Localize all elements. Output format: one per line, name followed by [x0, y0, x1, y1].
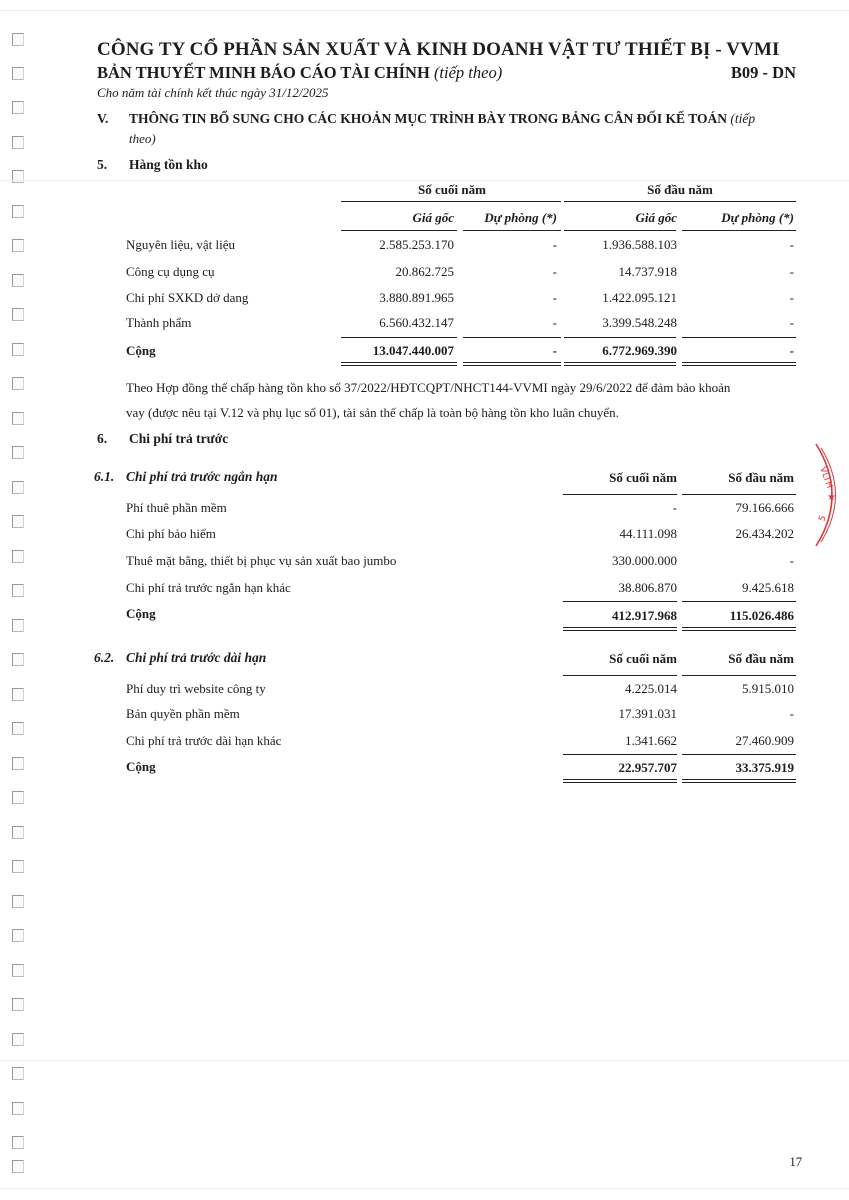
- binder-hole-icon: [12, 619, 24, 632]
- svg-text:VLTH: VLTH: [817, 465, 835, 490]
- svg-text:5: 5: [817, 514, 829, 524]
- total-value: -: [789, 343, 794, 358]
- cell-value: 330.000.000: [612, 553, 677, 568]
- binder-hole-icon: [12, 998, 24, 1011]
- cell-value: -: [552, 315, 557, 330]
- binder-hole-icon: [12, 412, 24, 425]
- binder-hole-icon: [12, 377, 24, 390]
- cell-value: 4.225.014: [625, 681, 677, 696]
- report-period: Cho năm tài chính kết thúc ngày 31/12/2025: [97, 85, 329, 100]
- row-label: Thành phẩm: [126, 315, 192, 330]
- rule: [682, 675, 796, 676]
- rule: [682, 494, 796, 495]
- cell-value: 14.737.918: [618, 264, 677, 279]
- total-value: 6.772.969.390: [602, 343, 677, 358]
- total-value: -: [552, 343, 557, 358]
- scan-line: [0, 10, 849, 11]
- collateral-note: Theo Hợp đồng thế chấp hàng tồn kho số 37/2022/HĐTCQPT/NHCT144-VVMI ngày 29/6/2022 để đảm bảo khoản: [126, 380, 731, 395]
- cell-value: 27.460.909: [735, 733, 794, 748]
- scan-line: [0, 180, 849, 181]
- binder-hole-icon: [12, 791, 24, 804]
- rule: [682, 337, 796, 338]
- column-header: Dự phòng (*): [484, 210, 557, 225]
- scan-line: [0, 1188, 849, 1189]
- total-label: Cộng: [126, 606, 156, 621]
- column-header: Số cuối năm: [609, 470, 677, 485]
- rule: [463, 230, 561, 231]
- column-header: Số cuối năm: [609, 651, 677, 666]
- binder-hole-icon: [12, 308, 24, 321]
- binder-hole-icon: [12, 1136, 24, 1149]
- column-header: Dự phòng (*): [721, 210, 794, 225]
- report-title-text: BẢN THUYẾT MINH BÁO CÁO TÀI CHÍNH: [97, 63, 430, 82]
- column-header: Giá gốc: [635, 210, 677, 225]
- subsection-number: 5.: [97, 157, 108, 172]
- cell-value: 20.862.725: [395, 264, 454, 279]
- row-label: Nguyên liệu, vật liệu: [126, 237, 236, 252]
- sub-subsection-title: Chi phí trả trước dài hạn: [126, 650, 267, 665]
- total-value: 22.957.707: [618, 760, 677, 775]
- page-number: 17: [789, 1155, 802, 1169]
- rule: [341, 230, 457, 231]
- cell-value: 38.806.870: [618, 580, 677, 595]
- cell-value: -: [552, 290, 557, 305]
- binder-hole-icon: [12, 860, 24, 873]
- row-label: Chi phí trả trước ngắn hạn khác: [126, 580, 291, 595]
- total-value: 115.026.486: [729, 608, 794, 623]
- company-name: CÔNG TY CỔ PHẦN SẢN XUẤT VÀ KINH DOANH VẬT TƯ THIẾT BỊ - VVMI: [97, 39, 780, 60]
- cell-value: -: [552, 264, 557, 279]
- cell-value: -: [789, 237, 794, 252]
- total-value: 412.917.968: [612, 608, 677, 623]
- report-title: [97, 63, 502, 83]
- row-label: Bản quyền phần mềm: [126, 706, 240, 721]
- double-rule: [563, 627, 677, 631]
- binder-hole-icon: [12, 722, 24, 735]
- row-label: Thuê mặt bằng, thiết bị phục vụ sản xuất bao jumbo: [126, 553, 397, 568]
- column-header: Số đầu năm: [728, 651, 794, 666]
- cell-value: 1.936.588.103: [602, 237, 677, 252]
- section-title-suffix-cont: theo): [129, 131, 156, 146]
- cell-value: -: [789, 706, 794, 721]
- cell-value: -: [789, 553, 794, 568]
- cell-value: 17.391.031: [618, 706, 677, 721]
- binder-hole-icon: [12, 653, 24, 666]
- total-label: Cộng: [126, 759, 156, 774]
- rule: [564, 201, 796, 202]
- binder-hole-icon: [12, 205, 24, 218]
- column-header: Số đầu năm: [728, 470, 794, 485]
- report-title-suffix: (tiếp theo): [433, 63, 503, 82]
- rule: [682, 601, 796, 602]
- rule: [564, 337, 676, 338]
- cell-value: 1.341.662: [625, 733, 677, 748]
- cell-value: -: [552, 237, 557, 252]
- sub-subsection-number: 6.2.: [94, 650, 115, 665]
- total-value: 33.375.919: [735, 760, 794, 775]
- cell-value: 3.399.548.248: [602, 315, 677, 330]
- binder-hole-icon: [12, 826, 24, 839]
- rule: [564, 230, 676, 231]
- cell-value: 5.915.010: [742, 681, 794, 696]
- column-group-header: Số đầu năm: [647, 182, 713, 197]
- subsection-number: 6.: [97, 431, 108, 446]
- cell-value: 26.434.202: [735, 526, 794, 541]
- cell-value: -: [789, 290, 794, 305]
- binder-hole-icon: [12, 170, 24, 183]
- cell-value: -: [789, 315, 794, 330]
- binder-hole-icon: [12, 688, 24, 701]
- binder-hole-icon: [12, 964, 24, 977]
- binder-hole-icon: [12, 895, 24, 908]
- double-rule: [341, 362, 457, 366]
- cell-value: 6.560.432.147: [379, 315, 454, 330]
- scan-line: [0, 1060, 849, 1061]
- cell-value: 79.166.666: [735, 500, 794, 515]
- total-value: 13.047.440.007: [372, 343, 454, 358]
- subsection-title: Hàng tồn kho: [129, 157, 208, 172]
- column-group-header: Số cuối năm: [418, 182, 486, 197]
- rule: [341, 337, 457, 338]
- row-label: Phí duy trì website công ty: [126, 681, 266, 696]
- form-code: B09 - DN: [730, 63, 796, 82]
- rule: [341, 201, 561, 202]
- binder-hole-icon: [12, 481, 24, 494]
- double-rule: [682, 627, 796, 631]
- double-rule: [563, 779, 677, 783]
- section-title-text: THÔNG TIN BỔ SUNG CHO CÁC KHOẢN MỤC TRÌNH BÀY TRONG BẢNG CÂN ĐỐI KẾ TOÁN: [129, 111, 727, 126]
- svg-text:★: ★: [827, 492, 836, 503]
- binder-hole-icon: [12, 1067, 24, 1080]
- binder-hole-icon: [12, 67, 24, 80]
- sub-subsection-title: Chi phí trả trước ngắn hạn: [126, 469, 278, 484]
- section-title-suffix: (tiếp: [730, 111, 756, 126]
- rule: [563, 601, 677, 602]
- section-title: [129, 111, 755, 127]
- cell-value: 1.422.095.121: [602, 290, 677, 305]
- cell-value: 9.425.618: [742, 580, 794, 595]
- cell-value: -: [789, 264, 794, 279]
- binder-hole-icon: [12, 757, 24, 770]
- rule: [563, 675, 677, 676]
- rule: [682, 754, 796, 755]
- binder-hole-icon: [12, 1033, 24, 1046]
- row-label: Chi phí trả trước dài hạn khác: [126, 733, 282, 748]
- sub-subsection-number: 6.1.: [94, 469, 115, 484]
- double-rule: [682, 362, 796, 366]
- binder-hole-icon: [12, 584, 24, 597]
- row-label: Phí thuê phần mềm: [126, 500, 227, 515]
- subsection-title: Chi phí trả trước: [129, 431, 229, 446]
- binder-hole-icon: [12, 136, 24, 149]
- binder-hole-icon: [12, 446, 24, 459]
- binder-hole-icon: [12, 515, 24, 528]
- column-header: Giá gốc: [412, 210, 454, 225]
- binder-hole-icon: [12, 550, 24, 563]
- binder-hole-icon: [12, 1102, 24, 1115]
- cell-value: 2.585.253.170: [379, 237, 454, 252]
- double-rule: [682, 779, 796, 783]
- cell-value: -: [672, 500, 677, 515]
- rule: [682, 230, 796, 231]
- double-rule: [463, 362, 561, 366]
- double-rule: [564, 362, 676, 366]
- binder-hole-icon: [12, 929, 24, 942]
- row-label: Công cụ dụng cụ: [126, 264, 215, 279]
- company-stamp-icon: [812, 440, 849, 550]
- binder-hole-icon: [12, 101, 24, 114]
- rule: [563, 494, 677, 495]
- rule: [563, 754, 677, 755]
- cell-value: 44.111.098: [619, 526, 677, 541]
- rule: [463, 337, 561, 338]
- binder-hole-icon: [12, 274, 24, 287]
- binder-hole-icon: [12, 33, 24, 46]
- row-label: Chi phí SXKD dở dang: [126, 290, 249, 305]
- binder-hole-icon: [12, 1160, 24, 1173]
- binder-hole-icon: [12, 239, 24, 252]
- collateral-note-cont: vay (được nêu tại V.12 và phụ lục số 01), tài sản thế chấp là toàn bộ hàng tồn kho luân chuyển.: [126, 405, 619, 420]
- cell-value: 3.880.891.965: [379, 290, 454, 305]
- section-number: V.: [97, 111, 109, 126]
- binder-hole-icon: [12, 343, 24, 356]
- row-label: Chi phí bảo hiểm: [126, 526, 216, 541]
- total-label: Cộng: [126, 343, 156, 358]
